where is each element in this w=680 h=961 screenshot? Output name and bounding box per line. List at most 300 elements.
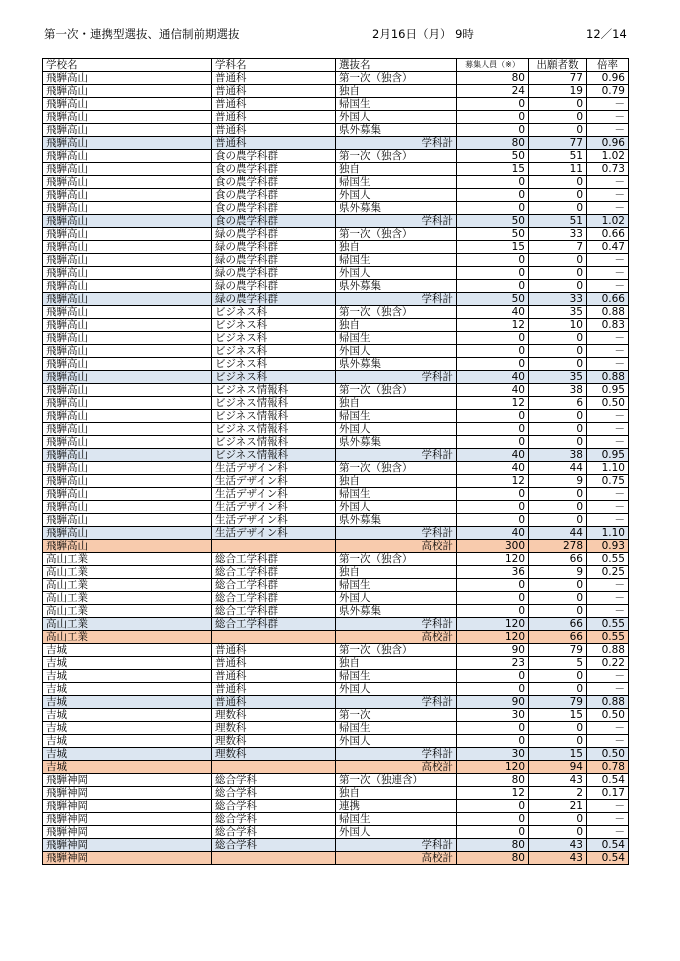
cell-selection: 第一次（独連含） <box>336 774 457 787</box>
cell-capacity: 24 <box>457 85 529 98</box>
cell-ratio: － <box>587 813 629 826</box>
cell-capacity: 0 <box>457 514 529 527</box>
cell-ratio: 0.55 <box>587 618 629 631</box>
cell-selection: 高校計 <box>336 852 457 865</box>
cell-department: 総合工学科群 <box>212 592 336 605</box>
cell-department: 食の農学科群 <box>212 150 336 163</box>
cell-department: 普通科 <box>212 85 336 98</box>
cell-school: 飛騨神岡 <box>43 800 212 813</box>
cell-selection: 連携 <box>336 800 457 813</box>
cell-capacity: 0 <box>457 670 529 683</box>
cell-department: 総合学科 <box>212 839 336 852</box>
cell-applicants: 33 <box>529 228 587 241</box>
cell-selection: 学科計 <box>336 293 457 306</box>
cell-ratio: 0.79 <box>587 85 629 98</box>
table-row <box>43 800 629 813</box>
cell-department: 総合学科 <box>212 774 336 787</box>
cell-applicants: 15 <box>529 748 587 761</box>
cell-department: 緑の農学科群 <box>212 267 336 280</box>
table-row <box>43 150 629 163</box>
table-row <box>43 111 629 124</box>
cell-capacity: 0 <box>457 345 529 358</box>
cell-department: ビジネス情報科 <box>212 410 336 423</box>
cell-applicants: 38 <box>529 449 587 462</box>
cell-school: 高山工業 <box>43 605 212 618</box>
col-header-selection: 選抜名 <box>336 59 457 72</box>
cell-applicants: 0 <box>529 202 587 215</box>
cell-capacity: 0 <box>457 501 529 514</box>
table-row <box>43 462 629 475</box>
cell-capacity: 50 <box>457 228 529 241</box>
cell-school: 飛騨高山 <box>43 306 212 319</box>
cell-department: 総合工学科群 <box>212 605 336 618</box>
table-row <box>43 553 629 566</box>
cell-selection: 帰国生 <box>336 332 457 345</box>
table-row <box>43 670 629 683</box>
table-row <box>43 644 629 657</box>
cell-selection: 県外募集 <box>336 124 457 137</box>
cell-ratio: 0.88 <box>587 306 629 319</box>
cell-capacity: 30 <box>457 709 529 722</box>
cell-applicants: 0 <box>529 579 587 592</box>
cell-capacity: 90 <box>457 696 529 709</box>
cell-ratio: － <box>587 800 629 813</box>
cell-capacity: 0 <box>457 124 529 137</box>
cell-capacity: 0 <box>457 98 529 111</box>
cell-ratio: － <box>587 826 629 839</box>
cell-applicants: 0 <box>529 488 587 501</box>
cell-applicants: 33 <box>529 293 587 306</box>
cell-department: 食の農学科群 <box>212 215 336 228</box>
cell-applicants: 0 <box>529 722 587 735</box>
cell-capacity: 0 <box>457 605 529 618</box>
cell-capacity: 0 <box>457 826 529 839</box>
cell-school: 吉城 <box>43 735 212 748</box>
cell-capacity: 12 <box>457 397 529 410</box>
cell-department: ビジネス科 <box>212 319 336 332</box>
table-row <box>43 592 629 605</box>
cell-capacity: 0 <box>457 410 529 423</box>
cell-applicants: 9 <box>529 475 587 488</box>
cell-selection: 第一次（独含） <box>336 228 457 241</box>
cell-school: 高山工業 <box>43 618 212 631</box>
cell-department: 生活デザイン科 <box>212 475 336 488</box>
cell-selection: 第一次（独含） <box>336 150 457 163</box>
col-header-school: 学校名 <box>43 59 212 72</box>
cell-ratio: 0.88 <box>587 644 629 657</box>
cell-selection: 学科計 <box>336 371 457 384</box>
cell-ratio: － <box>587 488 629 501</box>
cell-school: 飛騨高山 <box>43 189 212 202</box>
cell-ratio: 0.50 <box>587 748 629 761</box>
cell-school: 飛騨高山 <box>43 98 212 111</box>
cell-selection: 学科計 <box>336 215 457 228</box>
cell-selection: 第一次（独含） <box>336 644 457 657</box>
cell-selection: 学科計 <box>336 527 457 540</box>
cell-capacity: 80 <box>457 72 529 85</box>
cell-ratio: － <box>587 436 629 449</box>
cell-capacity: 50 <box>457 215 529 228</box>
cell-department: 食の農学科群 <box>212 202 336 215</box>
cell-selection: 高校計 <box>336 540 457 553</box>
cell-school: 飛騨高山 <box>43 397 212 410</box>
cell-applicants: 7 <box>529 241 587 254</box>
cell-ratio: 0.95 <box>587 384 629 397</box>
cell-school: 飛騨高山 <box>43 319 212 332</box>
cell-ratio: － <box>587 514 629 527</box>
table-row <box>43 709 629 722</box>
cell-school: 飛騨高山 <box>43 228 212 241</box>
cell-applicants: 66 <box>529 553 587 566</box>
cell-school: 飛騨高山 <box>43 358 212 371</box>
cell-applicants: 43 <box>529 839 587 852</box>
cell-capacity: 300 <box>457 540 529 553</box>
cell-school: 飛騨神岡 <box>43 839 212 852</box>
applications-table <box>42 58 629 865</box>
cell-capacity: 0 <box>457 111 529 124</box>
cell-capacity: 40 <box>457 527 529 540</box>
cell-department: 理数科 <box>212 709 336 722</box>
cell-applicants: 11 <box>529 163 587 176</box>
cell-capacity: 0 <box>457 280 529 293</box>
table-row <box>43 163 629 176</box>
cell-applicants: 0 <box>529 826 587 839</box>
cell-school: 飛騨神岡 <box>43 813 212 826</box>
cell-school: 飛騨高山 <box>43 202 212 215</box>
cell-ratio: － <box>587 683 629 696</box>
cell-department: ビジネス科 <box>212 358 336 371</box>
cell-selection: 外国人 <box>336 345 457 358</box>
cell-school: 飛騨高山 <box>43 124 212 137</box>
table-body <box>43 72 629 865</box>
cell-capacity: 0 <box>457 735 529 748</box>
cell-capacity: 0 <box>457 722 529 735</box>
cell-selection: 第一次（独含） <box>336 462 457 475</box>
table-row <box>43 332 629 345</box>
cell-school: 飛騨高山 <box>43 85 212 98</box>
cell-selection: 独自 <box>336 787 457 800</box>
cell-school: 飛騨神岡 <box>43 787 212 800</box>
cell-capacity: 0 <box>457 202 529 215</box>
cell-school: 飛騨高山 <box>43 540 212 553</box>
cell-selection: 外国人 <box>336 501 457 514</box>
school-total-row <box>43 631 629 644</box>
cell-department: 普通科 <box>212 98 336 111</box>
cell-selection: 外国人 <box>336 683 457 696</box>
cell-selection: 県外募集 <box>336 605 457 618</box>
cell-applicants: 35 <box>529 306 587 319</box>
cell-department: 食の農学科群 <box>212 189 336 202</box>
cell-department: 理数科 <box>212 735 336 748</box>
cell-selection: 帰国生 <box>336 254 457 267</box>
cell-ratio: － <box>587 280 629 293</box>
cell-school: 飛騨高山 <box>43 410 212 423</box>
cell-school: 飛騨高山 <box>43 150 212 163</box>
cell-department: 緑の農学科群 <box>212 254 336 267</box>
cell-selection: 帰国生 <box>336 176 457 189</box>
cell-applicants: 0 <box>529 514 587 527</box>
cell-school: 飛騨高山 <box>43 72 212 85</box>
cell-capacity: 40 <box>457 306 529 319</box>
cell-school: 吉城 <box>43 696 212 709</box>
cell-department: 普通科 <box>212 644 336 657</box>
cell-selection: 帰国生 <box>336 813 457 826</box>
cell-ratio: 0.54 <box>587 774 629 787</box>
cell-school: 吉城 <box>43 683 212 696</box>
cell-capacity: 40 <box>457 371 529 384</box>
cell-applicants: 79 <box>529 696 587 709</box>
cell-department: 総合工学科群 <box>212 553 336 566</box>
cell-applicants: 0 <box>529 98 587 111</box>
table-row <box>43 384 629 397</box>
cell-department: 緑の農学科群 <box>212 241 336 254</box>
cell-ratio: 0.78 <box>587 761 629 774</box>
col-header-applicants: 出願者数 <box>529 59 587 72</box>
cell-department <box>212 761 336 774</box>
cell-selection: 独自 <box>336 397 457 410</box>
cell-capacity: 12 <box>457 475 529 488</box>
cell-selection: 県外募集 <box>336 436 457 449</box>
cell-school: 高山工業 <box>43 579 212 592</box>
cell-capacity: 80 <box>457 774 529 787</box>
cell-ratio: － <box>587 254 629 267</box>
cell-school: 吉城 <box>43 670 212 683</box>
subtotal-row <box>43 215 629 228</box>
cell-applicants: 0 <box>529 358 587 371</box>
cell-ratio: － <box>587 605 629 618</box>
table-row <box>43 358 629 371</box>
cell-selection: 第一次 <box>336 709 457 722</box>
cell-department: 普通科 <box>212 124 336 137</box>
cell-applicants: 0 <box>529 813 587 826</box>
table-row <box>43 189 629 202</box>
cell-applicants: 77 <box>529 72 587 85</box>
cell-department: 食の農学科群 <box>212 163 336 176</box>
cell-ratio: － <box>587 423 629 436</box>
cell-school: 飛騨高山 <box>43 436 212 449</box>
subtotal-row <box>43 293 629 306</box>
table-row <box>43 98 629 111</box>
cell-department: ビジネス科 <box>212 332 336 345</box>
cell-capacity: 0 <box>457 332 529 345</box>
cell-ratio: 0.55 <box>587 631 629 644</box>
cell-selection: 帰国生 <box>336 670 457 683</box>
cell-selection: 帰国生 <box>336 722 457 735</box>
cell-department: 緑の農学科群 <box>212 228 336 241</box>
cell-ratio: － <box>587 592 629 605</box>
cell-applicants: 15 <box>529 709 587 722</box>
cell-ratio: 1.02 <box>587 215 629 228</box>
school-total-row <box>43 761 629 774</box>
table-row <box>43 826 629 839</box>
cell-ratio: 0.96 <box>587 137 629 150</box>
cell-school: 飛騨神岡 <box>43 774 212 787</box>
cell-capacity: 0 <box>457 813 529 826</box>
col-header-capacity: 募集人員（※） <box>457 59 529 72</box>
cell-applicants: 0 <box>529 605 587 618</box>
cell-ratio: 0.54 <box>587 839 629 852</box>
cell-ratio: 0.54 <box>587 852 629 865</box>
cell-school: 飛騨高山 <box>43 345 212 358</box>
cell-school: 飛騨高山 <box>43 384 212 397</box>
cell-ratio: 0.22 <box>587 657 629 670</box>
cell-ratio: － <box>587 501 629 514</box>
cell-school: 飛騨高山 <box>43 475 212 488</box>
cell-ratio: 0.88 <box>587 371 629 384</box>
cell-department: ビジネス科 <box>212 371 336 384</box>
cell-selection: 外国人 <box>336 111 457 124</box>
cell-selection: 外国人 <box>336 267 457 280</box>
cell-selection: 県外募集 <box>336 280 457 293</box>
cell-department: ビジネス情報科 <box>212 449 336 462</box>
cell-applicants: 43 <box>529 852 587 865</box>
table-row <box>43 566 629 579</box>
cell-capacity: 40 <box>457 462 529 475</box>
cell-capacity: 50 <box>457 150 529 163</box>
cell-ratio: 1.02 <box>587 150 629 163</box>
table-row <box>43 605 629 618</box>
subtotal-row <box>43 137 629 150</box>
cell-department: ビジネス情報科 <box>212 384 336 397</box>
table-row <box>43 85 629 98</box>
cell-department: 生活デザイン科 <box>212 462 336 475</box>
cell-department: 生活デザイン科 <box>212 501 336 514</box>
cell-capacity: 50 <box>457 293 529 306</box>
cell-applicants: 21 <box>529 800 587 813</box>
cell-selection: 第一次（独含） <box>336 553 457 566</box>
cell-ratio: 0.75 <box>587 475 629 488</box>
table-row <box>43 254 629 267</box>
cell-ratio: 0.93 <box>587 540 629 553</box>
cell-ratio: － <box>587 111 629 124</box>
cell-department: ビジネス科 <box>212 345 336 358</box>
cell-applicants: 66 <box>529 618 587 631</box>
cell-selection: 独自 <box>336 657 457 670</box>
cell-applicants: 0 <box>529 423 587 436</box>
cell-capacity: 30 <box>457 748 529 761</box>
cell-school: 飛騨高山 <box>43 176 212 189</box>
cell-applicants: 2 <box>529 787 587 800</box>
cell-department: 総合学科 <box>212 826 336 839</box>
cell-capacity: 36 <box>457 566 529 579</box>
cell-selection: 学科計 <box>336 137 457 150</box>
cell-capacity: 0 <box>457 683 529 696</box>
cell-department: 普通科 <box>212 683 336 696</box>
cell-selection: 外国人 <box>336 826 457 839</box>
subtotal-row <box>43 527 629 540</box>
cell-school: 吉城 <box>43 709 212 722</box>
cell-school: 飛騨高山 <box>43 111 212 124</box>
page-title: 第一次・連携型選抜、通信制前期選抜 <box>44 27 240 41</box>
cell-department: 総合学科 <box>212 813 336 826</box>
table-row <box>43 514 629 527</box>
cell-school: 飛騨高山 <box>43 241 212 254</box>
cell-applicants: 94 <box>529 761 587 774</box>
cell-department: 普通科 <box>212 111 336 124</box>
cell-selection: 帰国生 <box>336 98 457 111</box>
cell-ratio: 0.96 <box>587 72 629 85</box>
cell-capacity: 15 <box>457 163 529 176</box>
cell-school: 飛騨高山 <box>43 332 212 345</box>
cell-school: 飛騨神岡 <box>43 852 212 865</box>
cell-selection: 独自 <box>336 163 457 176</box>
table-row <box>43 436 629 449</box>
cell-applicants: 0 <box>529 176 587 189</box>
cell-selection: 高校計 <box>336 761 457 774</box>
cell-ratio: 0.83 <box>587 319 629 332</box>
cell-selection: 学科計 <box>336 618 457 631</box>
cell-applicants: 0 <box>529 254 587 267</box>
table-row <box>43 410 629 423</box>
table-row <box>43 202 629 215</box>
cell-school: 吉城 <box>43 722 212 735</box>
cell-school: 飛騨高山 <box>43 501 212 514</box>
cell-selection: 帰国生 <box>336 410 457 423</box>
cell-school: 吉城 <box>43 644 212 657</box>
cell-applicants: 0 <box>529 111 587 124</box>
cell-ratio: － <box>587 332 629 345</box>
cell-capacity: 12 <box>457 787 529 800</box>
cell-school: 飛騨高山 <box>43 423 212 436</box>
cell-ratio: 0.95 <box>587 449 629 462</box>
table-row <box>43 345 629 358</box>
cell-capacity: 90 <box>457 644 529 657</box>
subtotal-row <box>43 839 629 852</box>
cell-capacity: 0 <box>457 189 529 202</box>
cell-department: 総合工学科群 <box>212 618 336 631</box>
cell-school: 飛騨高山 <box>43 280 212 293</box>
cell-department <box>212 852 336 865</box>
cell-applicants: 51 <box>529 215 587 228</box>
cell-department: 普通科 <box>212 72 336 85</box>
cell-ratio: 1.10 <box>587 527 629 540</box>
cell-ratio: － <box>587 410 629 423</box>
cell-applicants: 43 <box>529 774 587 787</box>
cell-applicants: 0 <box>529 332 587 345</box>
cell-school: 吉城 <box>43 748 212 761</box>
cell-capacity: 40 <box>457 449 529 462</box>
cell-department: 理数科 <box>212 748 336 761</box>
cell-applicants: 38 <box>529 384 587 397</box>
cell-selection: 外国人 <box>336 735 457 748</box>
cell-ratio: 0.88 <box>587 696 629 709</box>
table-row <box>43 176 629 189</box>
cell-applicants: 35 <box>529 371 587 384</box>
table-row <box>43 124 629 137</box>
cell-ratio: － <box>587 176 629 189</box>
subtotal-row <box>43 371 629 384</box>
cell-selection: 学科計 <box>336 748 457 761</box>
cell-applicants: 0 <box>529 735 587 748</box>
cell-capacity: 120 <box>457 553 529 566</box>
cell-department: 総合学科 <box>212 787 336 800</box>
cell-ratio: 0.50 <box>587 397 629 410</box>
cell-department <box>212 540 336 553</box>
table-row <box>43 774 629 787</box>
cell-school: 飛騨高山 <box>43 462 212 475</box>
cell-ratio: 0.47 <box>587 241 629 254</box>
table-row <box>43 267 629 280</box>
cell-ratio: － <box>587 267 629 280</box>
cell-selection: 帰国生 <box>336 488 457 501</box>
cell-department: 普通科 <box>212 657 336 670</box>
cell-ratio: － <box>587 358 629 371</box>
cell-applicants: 0 <box>529 280 587 293</box>
cell-capacity: 12 <box>457 319 529 332</box>
page-number: 12／14 <box>586 27 627 41</box>
school-total-row <box>43 540 629 553</box>
cell-selection: 学科計 <box>336 696 457 709</box>
